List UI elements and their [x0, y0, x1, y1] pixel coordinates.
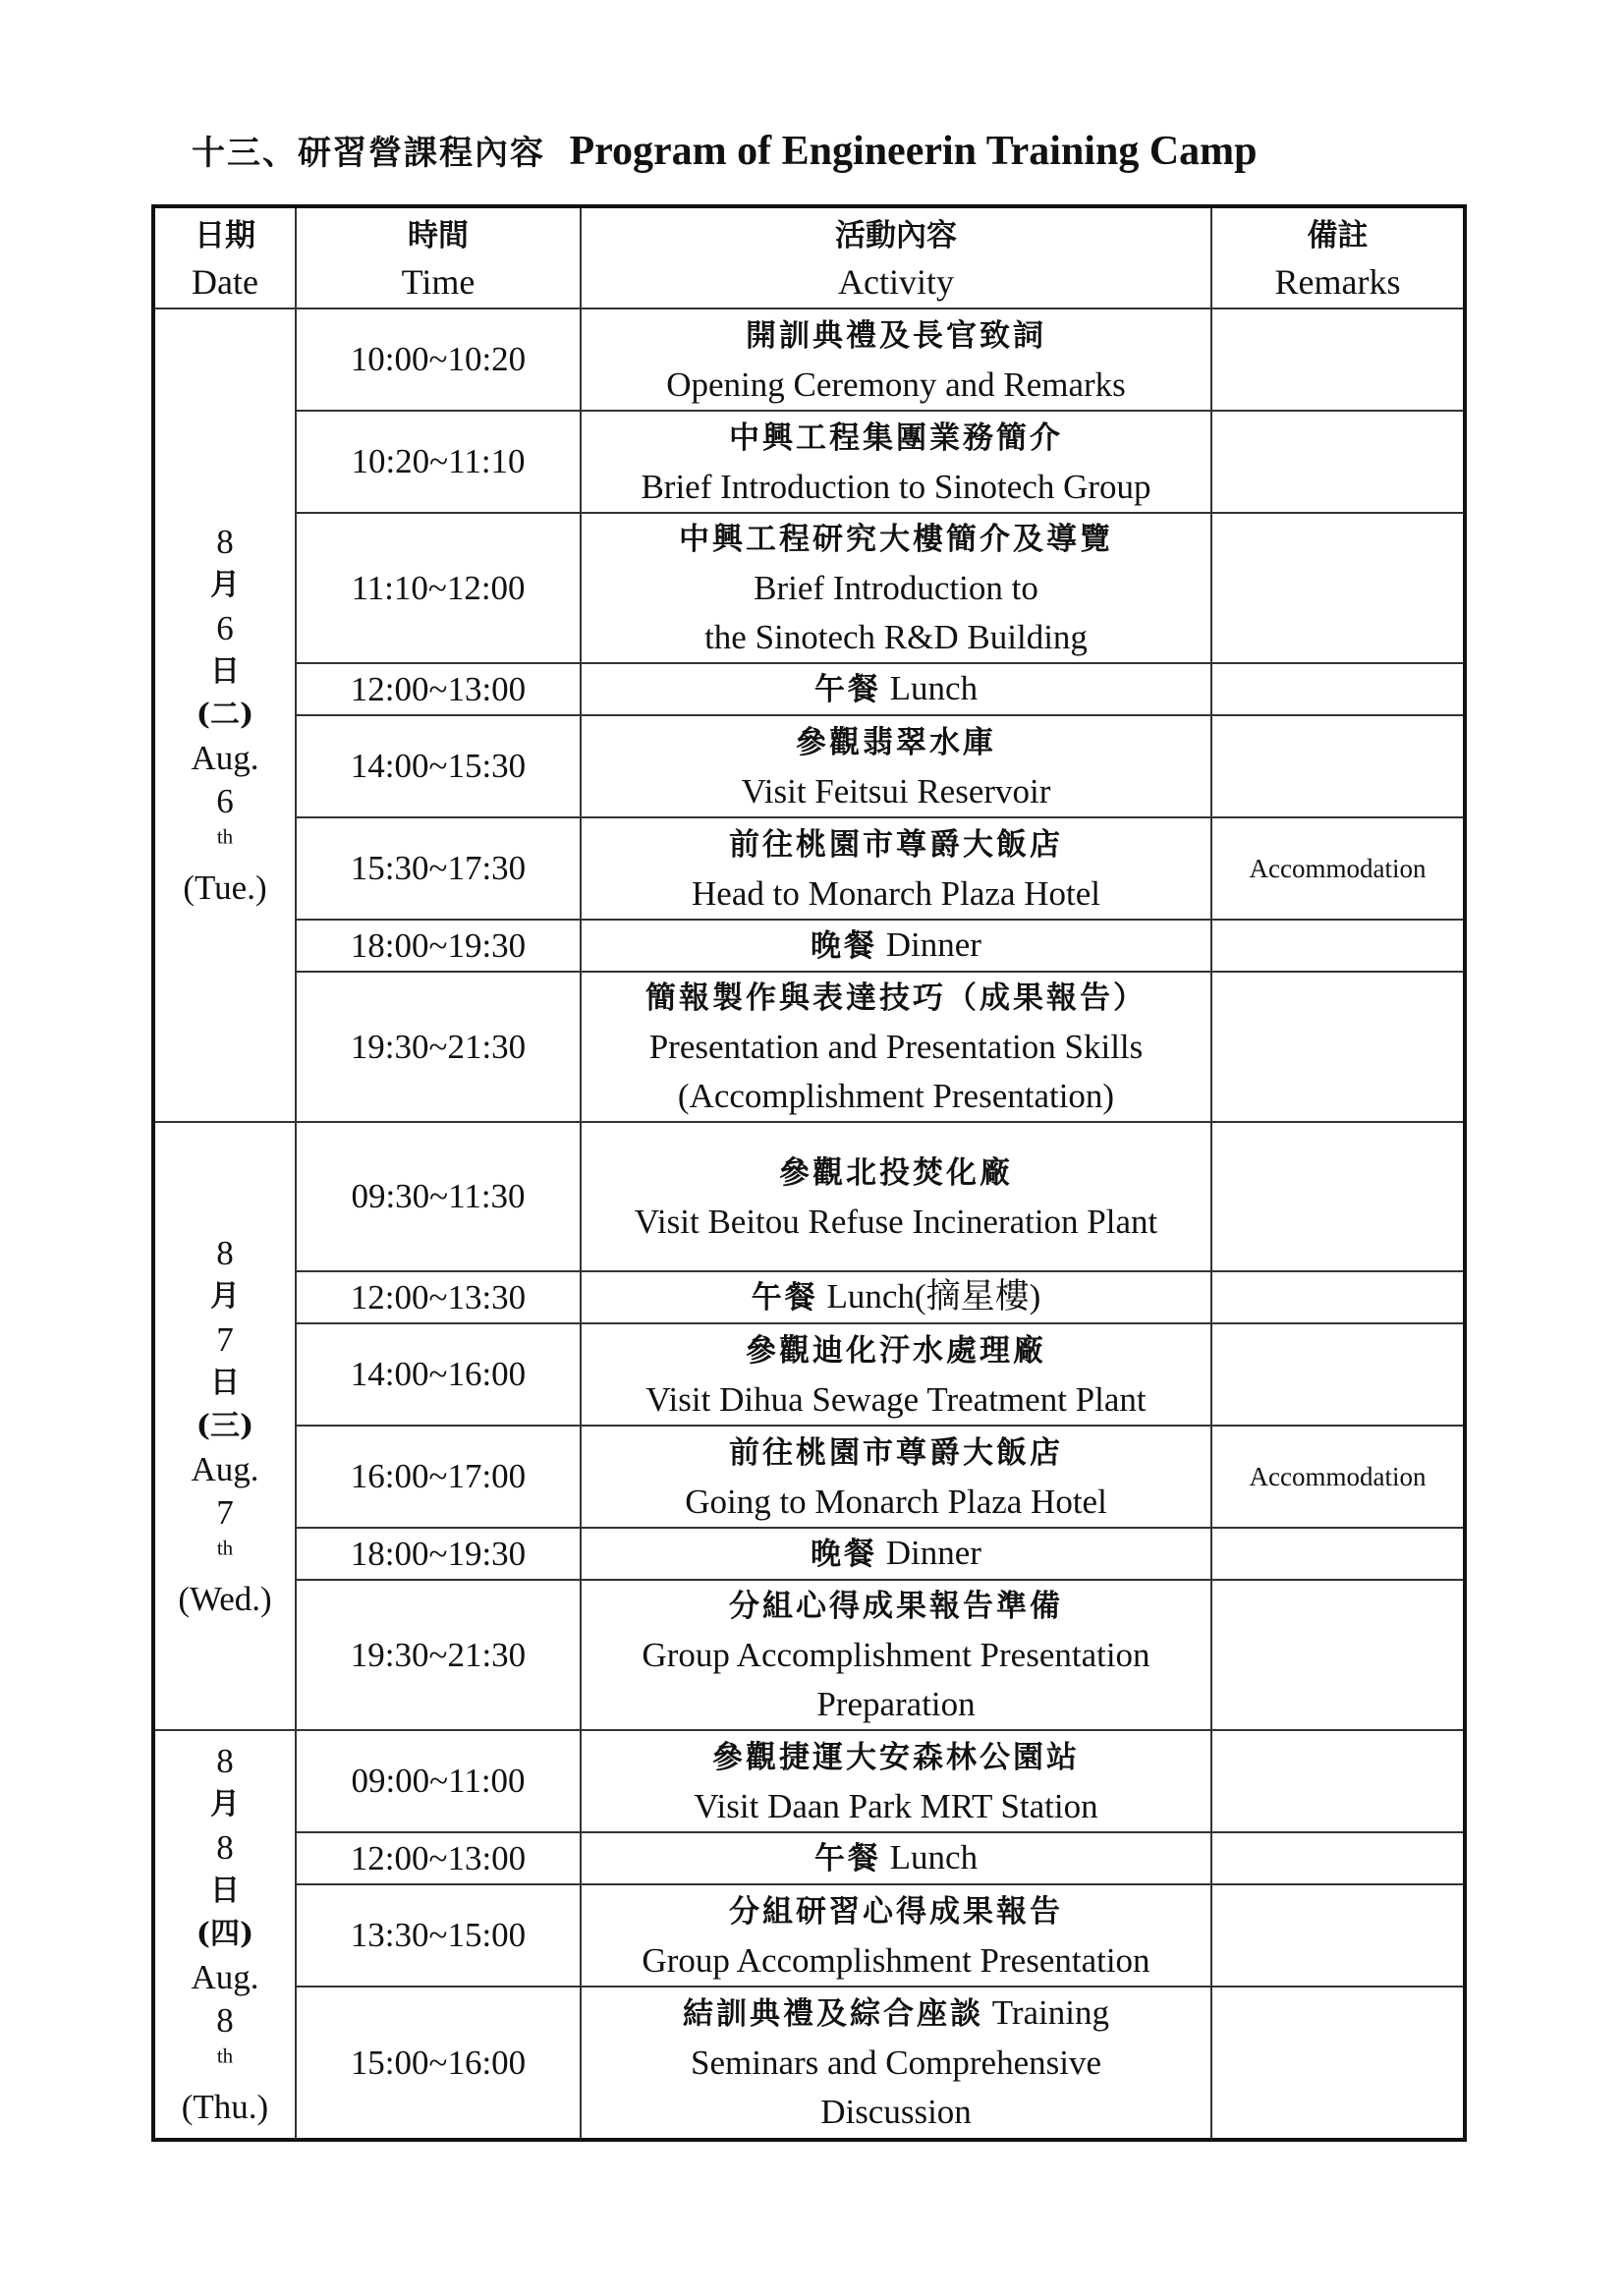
activity-zh: 參觀捷運大安森林公園站	[712, 1739, 1080, 1775]
time-cell: 18:00~19:30	[296, 1528, 581, 1580]
activity-zh-line	[582, 819, 1210, 869]
activity-zh-line	[582, 1886, 1210, 1936]
date-en-day-suffix: th	[216, 1535, 234, 1559]
date-en-day	[155, 1999, 295, 2086]
activity-cell	[581, 1884, 1211, 1987]
remarks-cell	[1211, 1323, 1465, 1426]
page-title	[192, 126, 1258, 175]
remarks-cell	[1211, 663, 1465, 715]
date-month: 8	[216, 1233, 234, 1272]
activity-cell	[581, 513, 1211, 663]
time-cell: 14:00~16:00	[296, 1323, 581, 1426]
time-cell: 19:30~21:30	[296, 1580, 581, 1730]
date-month-char: 月	[210, 1278, 240, 1314]
header-date	[153, 206, 296, 308]
remarks-cell	[1211, 715, 1465, 817]
activity-zh-line	[582, 514, 1210, 564]
activity-zh: 前往桃園市尊爵大飯店	[729, 1434, 1063, 1471]
time-cell: 10:00~10:20	[296, 308, 581, 411]
activity-en-line: the Sinotech R&D Building	[704, 618, 1088, 656]
time-cell: 16:00~17:00	[296, 1426, 581, 1528]
date-month-char: 月	[210, 568, 240, 602]
activity-zh-line	[582, 1732, 1210, 1782]
time-cell: 19:30~21:30	[296, 972, 581, 1122]
time-cell: 09:00~11:00	[296, 1730, 581, 1832]
time-cell: 18:00~19:30	[296, 920, 581, 972]
activity-zh-line	[582, 1148, 1210, 1198]
header-remarks-en: Remarks	[1274, 261, 1401, 302]
activity-zh: 開訓典禮及長官致詞	[746, 317, 1046, 354]
activity-zh: 參觀翡翠水庫	[796, 724, 996, 760]
activity-zh-line	[582, 1988, 1210, 2039]
schedule-row	[153, 1271, 1465, 1323]
header-activity-zh: 活動內容	[835, 217, 957, 253]
activity-cell	[581, 972, 1211, 1122]
date-en-month: Aug.	[191, 739, 259, 777]
activity-zh-line	[582, 717, 1210, 767]
date-cell	[153, 1730, 296, 2140]
activity-zh: 午餐	[813, 1841, 881, 1876]
date-en-weekday: (Wed.)	[178, 1579, 272, 1618]
activity-zh: 簡報製作與表達技巧（成果報告）	[645, 980, 1147, 1016]
date-month-char: 月	[210, 1787, 240, 1821]
activity-en-inline: Dinner	[885, 1534, 981, 1572]
activity-cell	[581, 411, 1211, 513]
activity-en-line: Presentation and Presentation Skills	[648, 1028, 1144, 1066]
activity-zh-line	[582, 921, 1210, 971]
title-en: Program of Engineerin Training Camp	[569, 129, 1258, 174]
activity-cell	[581, 663, 1211, 715]
remarks-cell	[1211, 972, 1465, 1122]
schedule-row	[153, 1426, 1465, 1528]
activity-cell	[581, 1580, 1211, 1730]
date-en-weekday: (Tue.)	[183, 868, 267, 907]
remarks-cell	[1211, 1271, 1465, 1323]
header-remarks	[1211, 206, 1465, 308]
header-time-en: Time	[401, 261, 476, 302]
header-remarks-zh: 備註	[1307, 217, 1369, 253]
activity-en-inline: Lunch	[889, 669, 979, 707]
activity-en-inline: Training	[991, 1993, 1110, 2032]
activity-en-line: Head to Monarch Plaza Hotel	[692, 873, 1100, 913]
time-cell: 11:10~12:00	[296, 513, 581, 663]
activity-en-line: Group Accomplishment Presentation	[642, 1636, 1150, 1674]
time-cell: 09:30~11:30	[296, 1122, 581, 1271]
time-cell: 10:20~11:10	[296, 411, 581, 513]
date-day-char: 日	[210, 1874, 240, 1908]
schedule-row	[153, 663, 1465, 715]
schedule-row	[153, 411, 1465, 513]
activity-en-line: Going to Monarch Plaza Hotel	[685, 1482, 1107, 1521]
activity-en-line: (Accomplishment Presentation)	[677, 1077, 1115, 1115]
schedule-row	[153, 972, 1465, 1122]
header-row	[153, 206, 1465, 308]
activity-cell	[581, 1122, 1211, 1271]
remarks-cell	[1211, 1528, 1465, 1580]
activity-cell	[581, 1528, 1211, 1580]
remarks-cell	[1211, 411, 1465, 513]
schedule-table	[151, 204, 1467, 2142]
activity-zh: 參觀北投焚化廠	[779, 1154, 1013, 1191]
date-weekday-zh: (四)	[196, 1917, 254, 1951]
schedule-body	[153, 308, 1465, 2140]
remarks-cell: Accommodation	[1211, 1426, 1465, 1528]
remarks-cell	[1211, 1832, 1465, 1884]
date-day: 6	[216, 609, 234, 647]
remarks-cell	[1211, 920, 1465, 972]
header-activity	[581, 206, 1211, 308]
activity-zh: 分組研習心得成果報告	[729, 1893, 1063, 1930]
remarks-cell: Accommodation	[1211, 817, 1465, 920]
remarks-cell	[1211, 1730, 1465, 1832]
date-cell	[153, 308, 296, 1122]
remarks-cell	[1211, 513, 1465, 663]
activity-cell	[581, 817, 1211, 920]
activity-en-inline: Lunch(摘星樓)	[826, 1277, 1041, 1316]
activity-en-line: Visit Daan Park MRT Station	[694, 1786, 1098, 1825]
schedule-row	[153, 1323, 1465, 1426]
activity-en-line: Seminars and Comprehensive	[691, 2044, 1101, 2082]
activity-zh: 分組心得成果報告準備	[729, 1589, 1063, 1624]
header-time-zh: 時間	[408, 217, 469, 253]
activity-zh: 午餐	[751, 1280, 818, 1316]
activity-zh: 前往桃園市尊爵大飯店	[729, 826, 1063, 863]
activity-zh-line	[582, 664, 1210, 714]
activity-zh: 中興工程集團業務簡介	[729, 420, 1063, 456]
activity-zh-line	[582, 1581, 1210, 1631]
activity-zh-line	[582, 310, 1210, 361]
schedule-row	[153, 1730, 1465, 1832]
date-en-month: Aug.	[191, 1449, 259, 1488]
activity-en-line: Opening Ceremony and Remarks	[666, 364, 1126, 404]
schedule-row	[153, 715, 1465, 817]
activity-zh-line	[582, 1325, 1210, 1375]
activity-en-line: Group Accomplishment Presentation	[642, 1940, 1150, 1980]
date-weekday-zh: (三)	[196, 1408, 254, 1443]
date-weekday-zh: (二)	[196, 698, 254, 732]
activity-en-line: Discussion	[820, 2093, 972, 2131]
activity-en-inline: Lunch	[889, 1838, 979, 1876]
date-en-month: Aug.	[191, 1958, 259, 1996]
remarks-cell	[1211, 1987, 1465, 2140]
activity-en-line: Visit Beitou Refuse Incineration Plant	[634, 1202, 1158, 1241]
schedule-row	[153, 513, 1465, 663]
remarks-cell	[1211, 308, 1465, 411]
activity-cell	[581, 1323, 1211, 1426]
time-cell: 15:00~16:00	[296, 1987, 581, 2140]
header-time	[296, 206, 581, 308]
activity-cell	[581, 1730, 1211, 1832]
activity-en-inline: Dinner	[885, 925, 981, 964]
time-cell: 14:00~15:30	[296, 715, 581, 817]
schedule-row	[153, 1832, 1465, 1884]
schedule-row	[153, 1580, 1465, 1730]
activity-cell	[581, 308, 1211, 411]
remarks-cell	[1211, 1884, 1465, 1987]
remarks-cell	[1211, 1580, 1465, 1730]
date-en-day-suffix: th	[216, 2044, 234, 2068]
schedule-row	[153, 920, 1465, 972]
header-activity-en: Activity	[838, 261, 954, 302]
activity-cell	[581, 920, 1211, 972]
activity-zh-line	[582, 1428, 1210, 1478]
date-day: 8	[216, 1828, 234, 1867]
activity-zh: 晚餐	[811, 1537, 878, 1572]
activity-cell	[581, 1987, 1211, 2140]
time-cell: 12:00~13:30	[296, 1271, 581, 1323]
header-date-en: Date	[192, 261, 258, 302]
activity-zh: 午餐	[813, 672, 881, 707]
date-cell	[153, 1122, 296, 1730]
activity-en-line: Brief Introduction to Sinotech Group	[641, 467, 1151, 506]
activity-cell	[581, 1832, 1211, 1884]
date-en-weekday: (Thu.)	[181, 2088, 269, 2126]
date-en-day-num: 6	[216, 782, 234, 820]
date-en-day-num: 8	[216, 2001, 234, 2040]
activity-cell	[581, 715, 1211, 817]
schedule-row	[153, 817, 1465, 920]
time-cell: 12:00~13:00	[296, 663, 581, 715]
date-day-char: 日	[210, 1365, 240, 1400]
activity-en-line: Visit Dihua Sewage Treatment Plant	[645, 1379, 1147, 1419]
date-day: 7	[216, 1319, 234, 1359]
activity-en-line: Brief Introduction to	[754, 569, 1038, 607]
activity-en-line: Visit Feitsui Reservoir	[741, 771, 1051, 811]
date-en-day	[155, 780, 295, 867]
schedule-row	[153, 1528, 1465, 1580]
time-cell: 13:30~15:00	[296, 1884, 581, 1987]
activity-en-line: Preparation	[816, 1685, 976, 1723]
date-month: 8	[216, 523, 234, 561]
activity-zh-line	[582, 1529, 1210, 1579]
header-date-zh: 日期	[195, 217, 255, 253]
schedule-row	[153, 1122, 1465, 1271]
date-en-day-suffix: th	[216, 824, 234, 849]
activity-zh-line	[582, 1833, 1210, 1883]
schedule-row	[153, 1987, 1465, 2140]
date-en-day	[155, 1491, 295, 1578]
activity-zh: 結訓典禮及綜合座談	[682, 1996, 983, 2032]
time-cell: 12:00~13:00	[296, 1832, 581, 1884]
activity-zh-line	[582, 973, 1210, 1023]
remarks-cell	[1211, 1122, 1465, 1271]
activity-zh: 參觀迪化汙水處理廠	[746, 1332, 1046, 1369]
title-zh: 十三、研習營課程內容	[192, 134, 545, 173]
date-month: 8	[216, 1742, 234, 1780]
activity-zh: 晚餐	[811, 928, 878, 964]
activity-zh-line	[582, 413, 1210, 463]
date-en-day-num: 7	[216, 1492, 234, 1532]
activity-cell	[581, 1271, 1211, 1323]
activity-zh: 中興工程研究大樓簡介及導覽	[679, 522, 1113, 557]
time-cell: 15:30~17:30	[296, 817, 581, 920]
schedule-row	[153, 1884, 1465, 1987]
activity-zh-line	[582, 1272, 1210, 1322]
date-day-char: 日	[210, 654, 240, 689]
activity-cell	[581, 1426, 1211, 1528]
schedule-row	[153, 308, 1465, 411]
